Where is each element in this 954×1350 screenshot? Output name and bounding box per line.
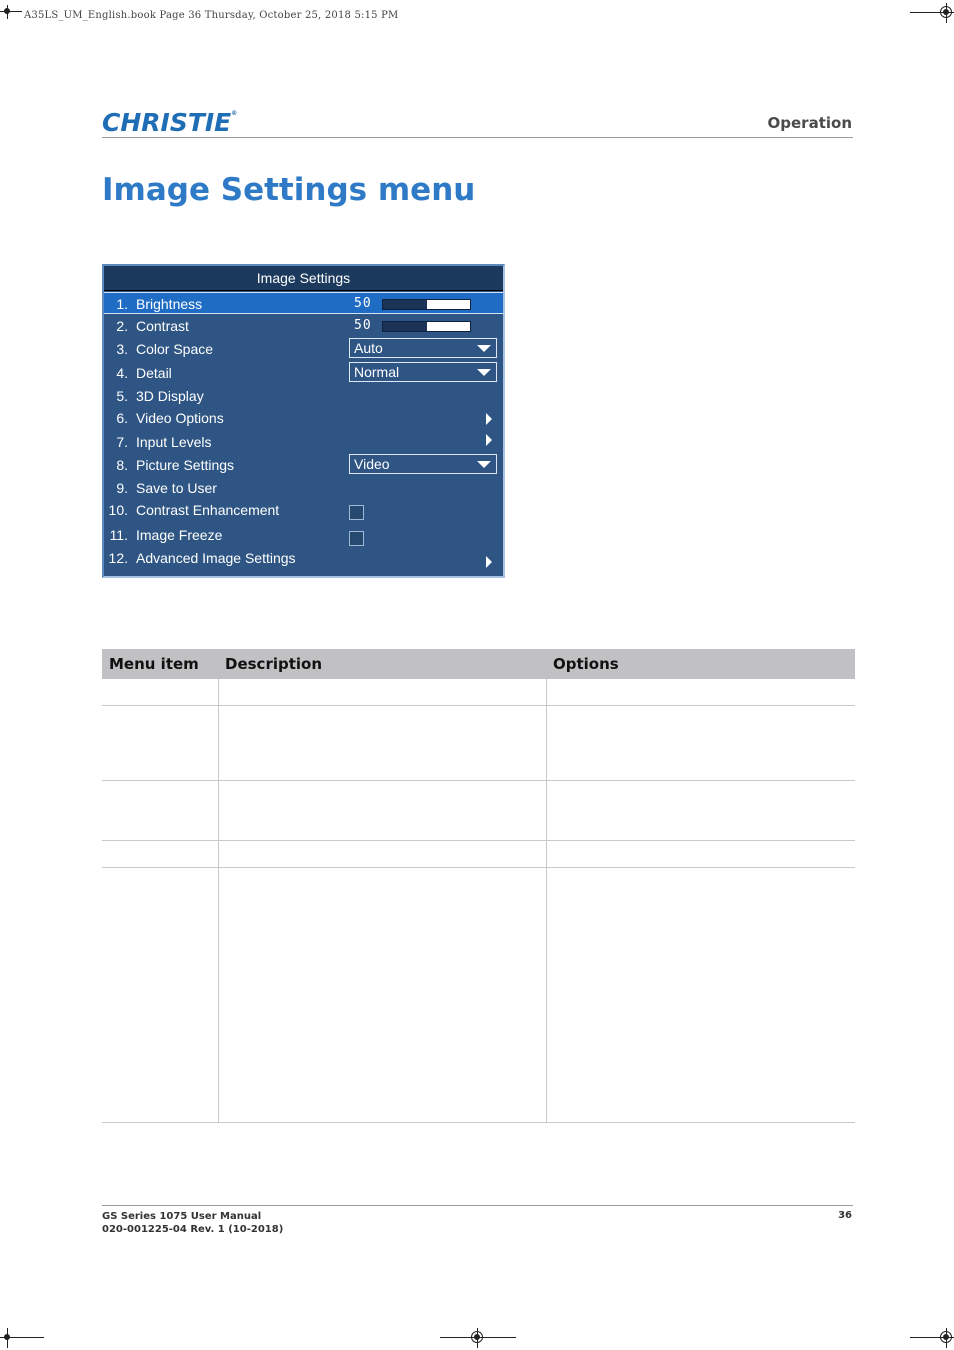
osd-item-label: Color Space (136, 341, 214, 357)
column-header-menu-item: Menu item (109, 655, 199, 673)
osd-item-image-freeze[interactable] (104, 524, 503, 546)
osd-item-number: 12. (108, 550, 128, 566)
print-header: A35LS_UM_English.book Page 36 Thursday, October 25, 2018 5:15 PM (24, 10, 399, 21)
crop-mark-bottom-right-icon (910, 1328, 954, 1348)
image-settings-osd-menu (102, 264, 505, 578)
brightness-slider[interactable] (382, 299, 471, 310)
slider-fill (383, 322, 427, 331)
table-row-divider (102, 1122, 855, 1123)
contrast-enhancement-checkbox[interactable] (349, 505, 364, 520)
osd-item-number: 10. (108, 502, 128, 518)
page-title: Image Settings menu (102, 172, 476, 208)
osd-item-label: Save to User (136, 480, 217, 496)
osd-item-advanced-image-settings[interactable] (104, 547, 503, 569)
color-space-dropdown[interactable] (349, 338, 497, 358)
osd-item-contrast-enhancement[interactable] (104, 499, 503, 521)
footer-divider (102, 1205, 853, 1206)
page-number: 36 (838, 1210, 852, 1221)
chevron-down-icon (477, 345, 491, 352)
chevron-down-icon (477, 461, 491, 468)
column-header-description: Description (225, 655, 323, 673)
chevron-right-icon (486, 413, 492, 425)
osd-item-label: Brightness (136, 296, 203, 312)
christie-logo: CHRISTIE® (102, 108, 238, 137)
osd-item-number: 6. (116, 410, 128, 426)
table-header-row (102, 649, 855, 679)
osd-item-label: Advanced Image Settings (136, 550, 296, 566)
image-freeze-checkbox[interactable] (349, 531, 364, 546)
chevron-down-icon (477, 369, 491, 376)
osd-menu-title: Image Settings (104, 266, 503, 291)
detail-dropdown[interactable] (349, 362, 497, 382)
crop-mark-top-left-icon (0, 5, 24, 19)
footer-manual-info (102, 1210, 283, 1236)
osd-item-label: Input Levels (136, 434, 212, 450)
osd-item-video-options[interactable] (104, 407, 503, 429)
osd-item-3d-display[interactable] (104, 385, 503, 407)
osd-item-number: 4. (116, 365, 128, 381)
osd-item-label: Contrast Enhancement (136, 502, 280, 518)
osd-item-color-space[interactable] (104, 338, 503, 360)
osd-item-number: 1. (116, 296, 128, 312)
osd-item-number: 2. (116, 318, 128, 334)
picture-settings-dropdown[interactable] (349, 454, 497, 474)
table-row-divider (102, 867, 855, 868)
osd-item-label: Video Options (136, 410, 224, 426)
contrast-value: 50 (354, 318, 372, 333)
slider-fill (383, 300, 427, 309)
table-row-divider (102, 780, 855, 781)
footer-manual-title: GS Series 1075 User Manual (102, 1211, 262, 1222)
dropdown-value: Auto (354, 340, 383, 356)
table-row-divider (102, 840, 855, 841)
chevron-right-icon (486, 434, 492, 446)
dropdown-value: Normal (354, 364, 400, 380)
section-label: Operation (767, 114, 852, 132)
crop-mark-bottom-left-icon (0, 1328, 44, 1348)
crop-mark-bottom-center-icon (440, 1328, 516, 1348)
header-divider (102, 137, 853, 138)
osd-item-label: Picture Settings (136, 457, 235, 473)
table-row-divider (102, 705, 855, 706)
osd-item-brightness[interactable] (104, 292, 503, 314)
crop-mark-top-right-icon (910, 3, 954, 23)
footer-document-number: 020-001225-04 Rev. 1 (10-2018) (102, 1224, 284, 1235)
osd-item-detail[interactable] (104, 362, 503, 384)
contrast-slider[interactable] (382, 321, 471, 332)
column-header-options: Options (553, 655, 619, 673)
osd-item-label: 3D Display (136, 388, 204, 404)
osd-item-save-to-user[interactable] (104, 477, 503, 499)
osd-item-number: 8. (116, 457, 128, 473)
chevron-right-icon (486, 556, 492, 568)
osd-item-input-levels[interactable] (104, 431, 503, 453)
dropdown-value: Video (354, 456, 390, 472)
osd-item-picture-settings[interactable] (104, 454, 503, 476)
osd-item-number: 3. (116, 341, 128, 357)
osd-item-contrast[interactable] (104, 315, 503, 337)
osd-item-label: Image Freeze (136, 527, 223, 543)
osd-item-label: Contrast (136, 318, 189, 334)
osd-item-label: Detail (136, 365, 172, 381)
table-column-divider (546, 679, 547, 1122)
table-column-divider (218, 679, 219, 1122)
brightness-value: 50 (354, 296, 372, 311)
osd-item-number: 7. (116, 434, 128, 450)
osd-item-number: 9. (116, 480, 128, 496)
osd-item-number: 11. (109, 527, 128, 543)
osd-item-number: 5. (116, 388, 128, 404)
